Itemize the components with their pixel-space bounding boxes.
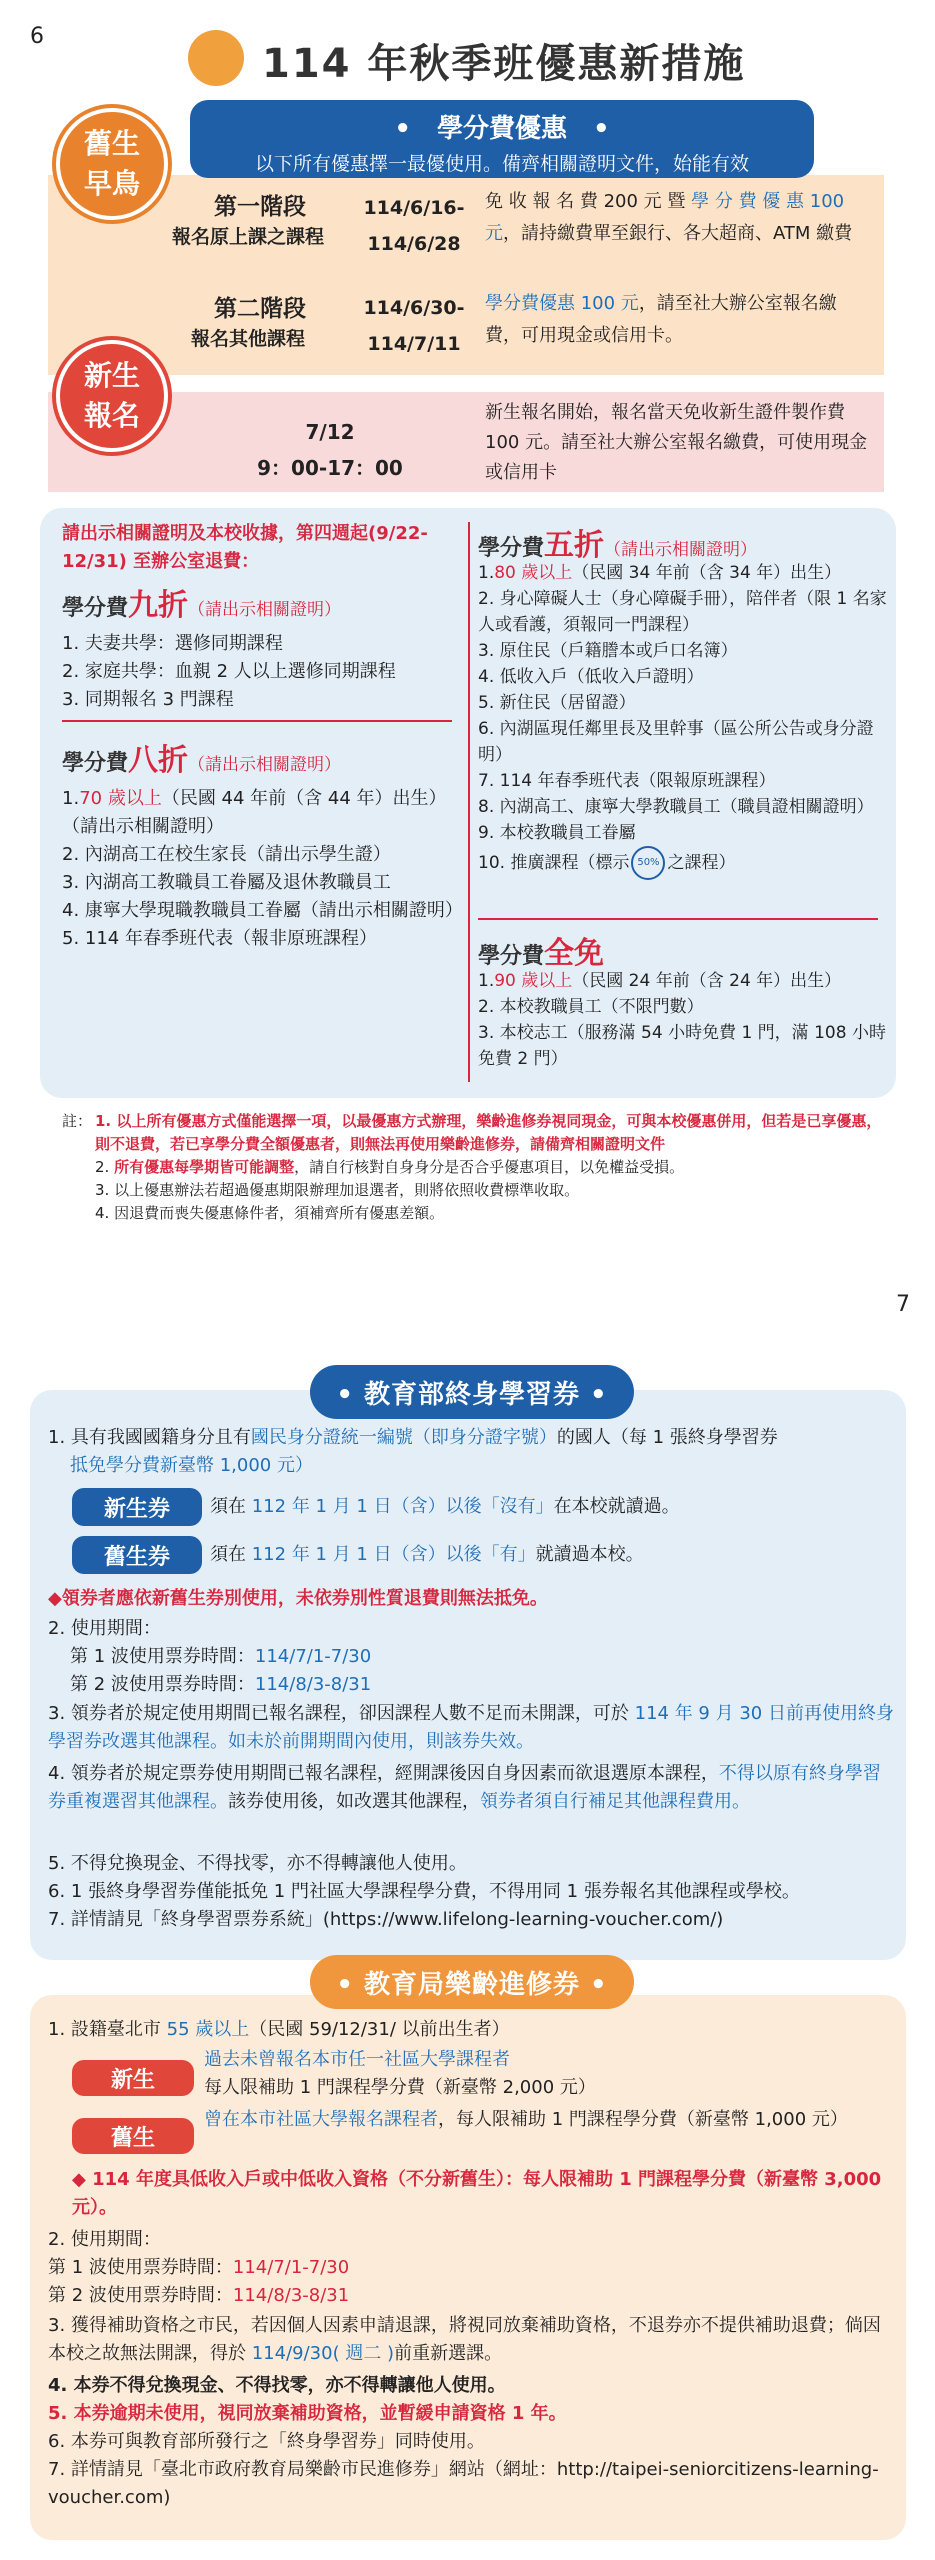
discount-50-heading: 學分費五折（請出示相關證明） — [478, 528, 758, 563]
tpe-old-pill: 舊生 — [72, 2118, 194, 2154]
moe-item-3: 3. 領券者於規定使用期間已報名課程，卻因課程人數不足而未開課，可於 114 年 9 月 30 日前再使用終身學習券改選其他課程。如未於前開期間內使用，則該券失效。 — [48, 1703, 894, 1752]
notes-label: 註： — [62, 1112, 93, 1130]
discount-50-list: 1.80 歲以上（民國 34 年前（含 34 年）出生） 2. 身心障礙人士（身心障礙手冊），陪伴者（限 1 名家人或看護，須報同一門課程） 3. 原住民（戶籍謄本或戶口名簿） 4. 低收入戶（低收入戶證明） 5. 新住民（居留證） 6. 內湖區現任鄰里長及里幹事（區公所公告或身分證明） 7. 114 年春季班代表（限報原班課程） 8. 內湖高工、康寧大學教職員工（職員證相關證明） 9. 本校教職員工眷屬 10. 推廣課程（標示 50% 之課程） — [478, 560, 888, 880]
discount-free-heading: 學分費全免 — [478, 936, 605, 971]
banner-subtitle: 以下所有優惠擇一最優使用。備齊相關證明文件，始能有效 — [254, 153, 749, 175]
moe-voucher-banner: • 教育部終身學習券 • — [310, 1365, 634, 1419]
title-dot-icon — [188, 30, 244, 86]
new-student-description: 新生報名開始，報名當天免收新生證件製作費 100 元。請至社大辦公室報名繳費，可使用現金或信用卡 — [485, 402, 868, 483]
stage1-title: 第一階段 — [214, 194, 306, 220]
page-number: 7 — [896, 1292, 910, 1317]
discount-banner — [190, 100, 814, 178]
new-voucher-text: 須在 112 年 1 月 1 日（含）以後「沒有」在本校就讀過。 — [210, 1496, 680, 1517]
tpe-item-3: 3. 獲得補助資格之市民，若因個人因素申請退課，將視同放棄補助資格，不退券亦不提供補助退費；倘因本校之故無法開課，得於 114/9/30( 週二 )前重新選課。 — [48, 2315, 881, 2364]
stage2-title: 第二階段 — [214, 296, 306, 322]
moe-item-4: 4. 領券者於規定票券使用期間已報名課程，經開課後因自身因素而欲退選原本課程，不得以原有終身學習券重複選習其他課程。該券使用後，如改選其他課程，領券者須自行補足其他課程費用。 — [48, 1763, 881, 1812]
discount-90-list: 1. 夫妻共學：選修同期課程 2. 家庭共學：血親 2 人以上選修同期課程 3. 同期報名 3 門課程 — [62, 633, 396, 710]
moe-warning: ◆領券者應依新舊生券別使用，未依券別性質退費則無法抵免。 — [48, 1588, 548, 1609]
tpe-new-text: 過去未曾報名本市任一社區大學課程者每人限補助 1 門課程學分費（新臺幣 2,000 元） — [204, 2049, 596, 2098]
new-voucher-pill: 新生券 — [72, 1488, 202, 1526]
moe-usage-period: 2. 使用期間： 第 1 波使用票券時間：114/7/1-7/30 第 2 波使用票券時間：114/8/3-8/31 — [48, 1618, 372, 1695]
moe-items-5-7: 5. 不得兌換現金、不得找零，亦不得轉讓他人使用。 6. 1 張終身學習券僅能抵免 1 門社區大學課程學分費，不得用同 1 張券報名其他課程或學校。 7. 詳情請見「終身學習票券系統」(https://www.lifelong-learning-voucher.com/) — [48, 1853, 800, 1930]
stage1-dates: 114/6/16- 114/6/28 — [363, 197, 465, 255]
discount-free-list: 1.90 歲以上（民國 24 年前（含 24 年）出生） 2. 本校教職員工（不限門數） 3. 本校志工（服務滿 54 小時免費 1 門，滿 108 小時免費 2 門） — [478, 971, 886, 1069]
fifty-percent-icon: 50% — [631, 846, 665, 880]
stage2-subtitle: 報名其他課程 — [190, 328, 305, 350]
notes-list: 1. 以上所有優惠方式僅能選擇一項，以最優惠方式辦理，樂齡進修券視同現金，可與本校優惠併用，但若是已享優惠，則不退費，若已享學分費全額優惠者，則無法再使用樂齡進修券，請備齊相關證明文件 2. 所有優惠每學期皆可能調整，請自行核對自身身分是否合乎優惠項目，以免權益受損。 3. 以上優惠辦法若超過優惠期限辦理加退選者，則將依照收費標準收取。 4. 因退費而喪失優惠條件者，須補齊所有優惠差額。 — [95, 1112, 882, 1222]
discount-80-list: 1.70 歲以上（民國 44 年前（含 44 年）出生）（請出示相關證明） 2. 內湖高工在校生家長（請出示學生證） 3. 內湖高工教職員工眷屬及退休教職員工 4. 康寧大學現職教職員工眷屬（請出示相關證明） 5. 114 年春季班代表（報非原班課程） — [62, 788, 463, 949]
stage2-dates: 114/6/30- 114/7/11 — [363, 297, 465, 355]
new-student-time: 7/12 9：00-17：00 — [257, 420, 403, 480]
banner-title: • 學分費優惠 • — [394, 114, 610, 144]
stage1-subtitle: 報名原上課之課程 — [171, 226, 324, 248]
tpe-warning: ◆ 114 年度具低收入戶或中低收入資格（不分新舊生）：每人限補助 1 門課程學分費（新臺幣 3,000 元）。 — [72, 2169, 882, 2218]
stage1-description: 免 收 報 名 費 200 元 暨 學 分 費 優 惠 100 元，請持繳費單至銀行、各大超商、ATM 繳費 — [485, 191, 853, 244]
stage2-description: 學分費優惠 100 元，請至社大辦公室報名繳費，可用現金或信用卡。 — [485, 293, 837, 346]
refund-note: 請出示相關證明及本校收據，第四週起(9/22-12/31) 至辦公室退費： — [62, 523, 428, 572]
tpe-old-text: 曾在本市社區大學報名課程者，每人限補助 1 門課程學分費（新臺幣 1,000 元） — [204, 2109, 848, 2130]
discount-90-heading: 學分費九折（請出示相關證明） — [62, 588, 342, 623]
column-divider — [468, 522, 470, 1082]
discount-80-heading: 學分費八折（請出示相關證明） — [62, 743, 342, 778]
section-rule — [478, 918, 878, 920]
moe-item-1: 1. 具有我國國籍身分且有國民身分證統一編號（即身分證字號）的國人（每 1 張終身學習券 抵免學分費新臺幣 1,000 元） — [48, 1427, 778, 1476]
tpe-items-4-7: 4. 本券不得兌換現金、不得找零，亦不得轉讓他人使用。 5. 本券逾期未使用，視同放棄補助資格，並暫緩申請資格 1 年。 6. 本券可與教育部所發行之「終身學習券」同時使用。 7. 詳情請見「臺北市政府教育局樂齡市民進修券」網站（網址：http://taipei-seniorcitizens-learning-voucher.com) — [48, 2375, 879, 2508]
tpe-usage-period: 2. 使用期間： 第 1 波使用票券時間：114/7/1-7/30 第 2 波使用票券時間：114/8/3-8/31 — [48, 2229, 350, 2306]
page-title: 114 年秋季班優惠新措施 — [262, 41, 746, 87]
section-rule — [62, 720, 452, 722]
page-number: 6 — [30, 24, 44, 49]
new-student-badge: 新生報名 — [56, 340, 168, 452]
old-voucher-pill: 舊生券 — [72, 1536, 202, 1574]
tpe-voucher-banner: • 教育局樂齡進修券 • — [310, 1955, 634, 2009]
early-bird-badge: 舊生早鳥 — [56, 108, 168, 220]
old-voucher-text: 須在 112 年 1 月 1 日（含）以後「有」就讀過本校。 — [210, 1544, 644, 1565]
tpe-item-1: 1. 設籍臺北市 55 歲以上（民國 59/12/31/ 以前出生者） — [48, 2019, 510, 2040]
tpe-new-pill: 新生 — [72, 2060, 194, 2096]
